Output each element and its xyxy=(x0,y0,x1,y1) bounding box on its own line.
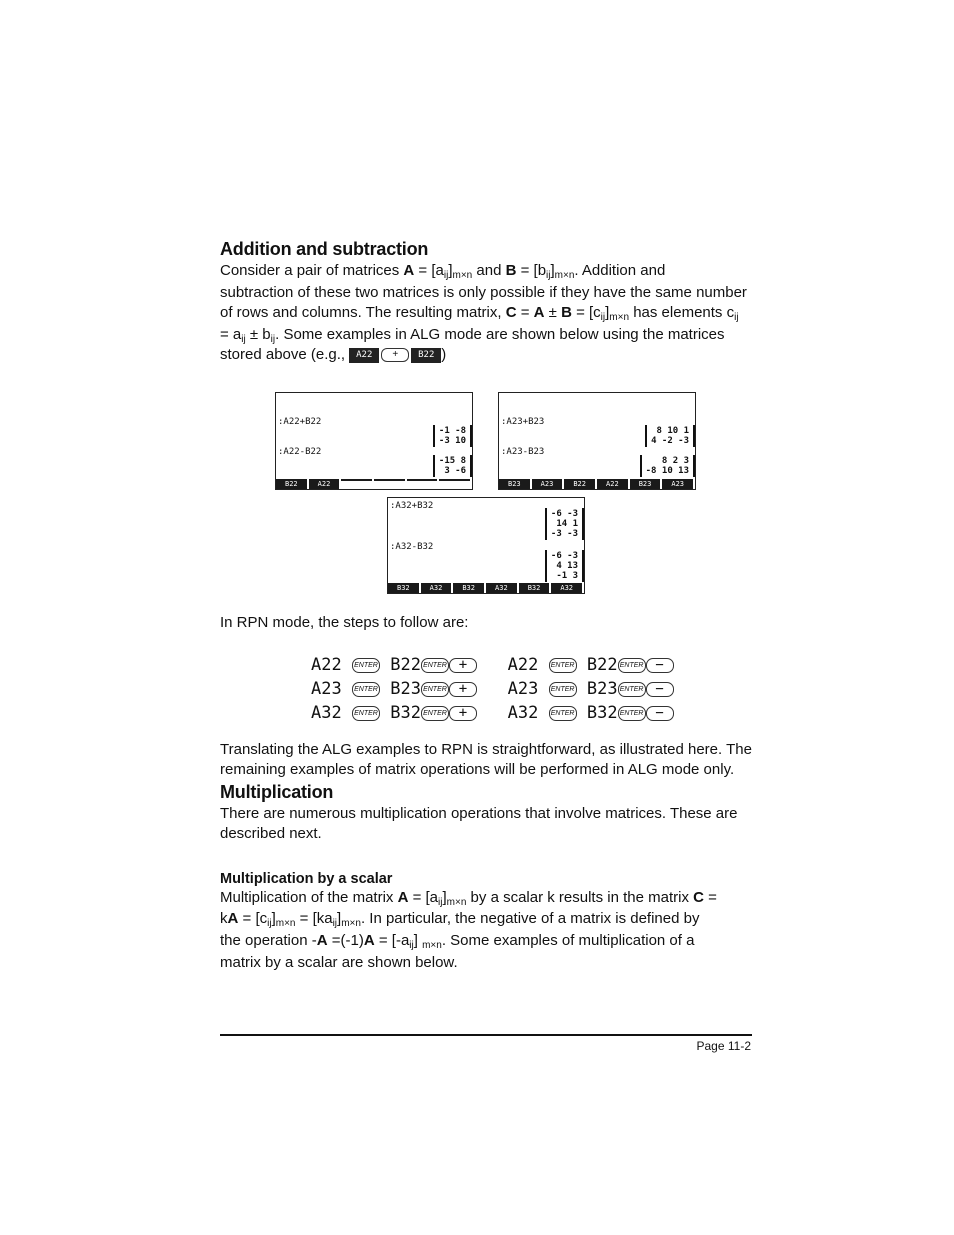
enter-key-icon: ENTER xyxy=(549,682,577,697)
screen-command: :A23-B23 xyxy=(501,447,545,457)
enter-key-icon: ENTER xyxy=(618,658,646,673)
calculator-screen-2 xyxy=(498,392,696,490)
paragraph-line-1: Consider a pair of matrices $A = [a_{ij}]_{m\times n}$ and $B = [b_{ij}]_{m\times n}$. Addition and xyxy=(220,262,666,281)
menu-key: B32 xyxy=(388,583,419,593)
scalar-paragraph xyxy=(220,888,750,973)
menu-key: B32 xyxy=(453,583,484,593)
menu-key: A23 xyxy=(662,479,693,489)
menu-key: B22 xyxy=(564,479,595,489)
paragraph-line-1: Translating the ALG examples to RPN is straightforward, as illustrated here. The xyxy=(220,741,752,758)
menu-key: B22 xyxy=(276,479,307,489)
menu-key: A22 xyxy=(309,479,340,489)
page-number: Page 11-2 xyxy=(696,1039,751,1053)
calculator-screen-3 xyxy=(387,497,585,594)
multiplication-paragraph xyxy=(220,804,750,844)
softkey-a22-icon: A22 xyxy=(349,348,379,363)
section-heading-addition: Addition and subtraction xyxy=(220,239,429,259)
enter-key-icon: ENTER xyxy=(618,682,646,697)
softkey-menu xyxy=(388,583,584,593)
enter-key-icon: ENTER xyxy=(618,706,646,721)
enter-key-icon: ENTER xyxy=(421,706,449,721)
softkey-menu xyxy=(276,479,472,489)
paragraph-line-2: described next. xyxy=(220,825,322,842)
menu-key xyxy=(407,479,438,489)
paragraph-line-3: the operation $-A =(-1)A = [-a_{ij}]$ $_{m\times n}$. Some examples of multiplication of a xyxy=(220,932,695,951)
plus-key-icon: + xyxy=(449,706,477,721)
rpn-intro: In RPN mode, the steps to follow are: xyxy=(220,614,469,631)
menu-key: A32 xyxy=(551,583,582,593)
screen-command: :A32-B32 xyxy=(390,542,434,552)
enter-key-icon: ENTER xyxy=(421,658,449,673)
translate-paragraph xyxy=(220,740,750,780)
screen-command: :A32+B32 xyxy=(390,501,434,511)
plus-key-icon: + xyxy=(449,682,477,697)
paragraph-line-4: matrix by a scalar are shown below. xyxy=(220,954,458,971)
menu-key: A23 xyxy=(532,479,563,489)
minus-key-icon: − xyxy=(646,706,674,721)
screen-command: :A22+B22 xyxy=(278,417,322,427)
enter-key-icon: ENTER xyxy=(352,658,380,673)
menu-key: B23 xyxy=(630,479,661,489)
result-matrix: -6 -3 4 13 -1 3 xyxy=(545,550,584,582)
subsection-heading-scalar: Multiplication by a scalar xyxy=(220,871,393,887)
enter-key-icon: ENTER xyxy=(352,682,380,697)
softkey-menu xyxy=(499,479,695,489)
calculator-screen-1 xyxy=(275,392,473,490)
softkey-b22-icon: B22 xyxy=(411,348,441,363)
menu-key xyxy=(341,479,372,489)
result-matrix: -15 8 3 -6 xyxy=(433,455,472,477)
result-matrix: 8 2 3 -8 10 13 xyxy=(640,455,695,477)
rpn-row-2: A23 ENTER B23 ENTER + A23 ENTER B23 ENTER − xyxy=(311,679,674,699)
addition-paragraph xyxy=(220,261,750,365)
paragraph-line-2: subtraction of these two matrices is only possible if they have the same number xyxy=(220,284,747,301)
menu-key: B23 xyxy=(499,479,530,489)
paragraph-line-3: of rows and columns. The resulting matrix, $C = A \pm B = [c_{ij}]_{m\times n}$ has elements $c_{ij}$ xyxy=(220,304,739,323)
menu-key: A22 xyxy=(597,479,628,489)
result-matrix: -6 -3 14 1 -3 -3 xyxy=(545,508,584,540)
section-heading-multiplication: Multiplication xyxy=(220,782,334,802)
screen-command: :A23+B23 xyxy=(501,417,545,427)
footer-rule xyxy=(220,1034,752,1036)
paragraph-line-2: remaining examples of matrix operations will be performed in ALG mode only. xyxy=(220,761,735,778)
paragraph-line-2: kA = $[c_{ij}]_{m\times n} = [ka_{ij}]_{m\times n}$. In particular, the negative of a matrix is defined by xyxy=(220,910,700,929)
enter-key-icon: ENTER xyxy=(549,658,577,673)
screen-command: :A22-B22 xyxy=(278,447,322,457)
plus-key-icon: + xyxy=(449,658,477,673)
minus-key-icon: − xyxy=(646,682,674,697)
menu-key: A32 xyxy=(421,583,452,593)
plus-key-icon: + xyxy=(381,348,409,362)
menu-key xyxy=(439,479,470,489)
menu-key: A32 xyxy=(486,583,517,593)
enter-key-icon: ENTER xyxy=(352,706,380,721)
result-matrix: 8 10 1 4 -2 -3 xyxy=(645,425,695,447)
enter-key-icon: ENTER xyxy=(549,706,577,721)
paragraph-line-1: There are numerous multiplication operations that involve matrices. These are xyxy=(220,805,738,822)
result-matrix: -1 -8 -3 10 xyxy=(433,425,472,447)
enter-key-icon: ENTER xyxy=(421,682,449,697)
menu-key: B32 xyxy=(519,583,550,593)
menu-key xyxy=(374,479,405,489)
rpn-row-1: A22 ENTER B22 ENTER + A22 ENTER B22 ENTER − xyxy=(311,655,674,675)
minus-key-icon: − xyxy=(646,658,674,673)
paragraph-line-1: Multiplication of the matrix $A = [a_{ij}]_{m\times n}$ by a scalar k results in the matrix C = xyxy=(220,889,717,908)
paragraph-line-4: = $a_{ij} \pm b_{ij}$. Some examples in ALG mode are shown below using the matrices xyxy=(220,326,725,345)
paragraph-line-5: stored above (e.g., A22 + B22 ) xyxy=(220,346,447,363)
rpn-row-3: A32 ENTER B32 ENTER + A32 ENTER B32 ENTER − xyxy=(311,703,674,723)
